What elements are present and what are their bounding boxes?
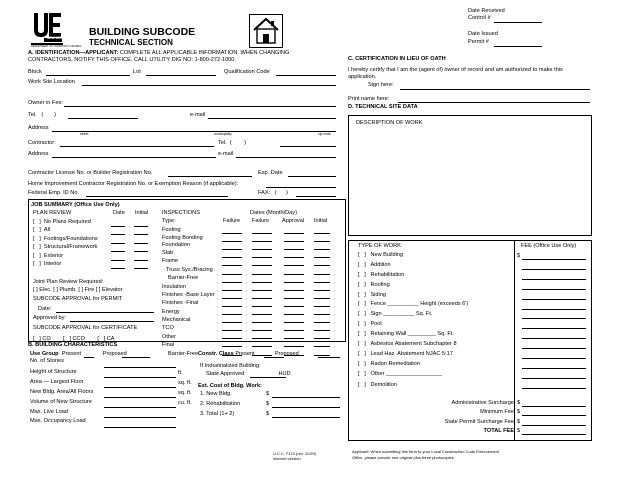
work-type-item[interactable]: [ ] Rehabilitation [358,271,405,278]
blank-line[interactable] [284,241,304,242]
inspection-item: Final [162,342,175,349]
owner-email-label: e-mail [190,112,206,118]
blank-line[interactable] [222,282,242,283]
volume-unit: cu. ft. [178,400,192,406]
est-cost-heading: Est. Cost of Bldg. Work: [198,383,262,389]
blank-line[interactable] [222,233,242,234]
fax-label: FAX: ( ) [258,190,288,196]
federal-id-label: Federal Emp. ID No. [28,190,79,196]
plan-item[interactable]: [ ] All [33,227,51,234]
blank-line[interactable] [284,330,304,331]
form-subtitle: TECHNICAL SECTION [89,38,173,47]
license-input[interactable] [168,170,252,177]
fee-line[interactable] [522,388,586,389]
blank-line[interactable] [252,282,272,283]
blank-line[interactable] [222,257,242,258]
inspection-item: Other [162,333,176,340]
applicant-note-2: Office, please provide one original plus three photocopies. [352,455,455,460]
building-characteristics [30,358,93,428]
contractor-address-label: Address [28,151,49,157]
inspections-type-label: Type: [162,218,176,224]
blank-line[interactable] [284,265,304,266]
fee-line[interactable] [522,269,586,270]
blank-line[interactable] [252,257,272,258]
fax-input[interactable] [296,190,336,197]
blank-line[interactable] [252,290,272,291]
section-b-heading: B. BUILDING CHARACTERISTICS [28,342,118,348]
inspection-item: Finishes -Final [162,300,199,307]
lot-input[interactable] [146,69,216,76]
blank-line[interactable] [314,322,330,323]
inspection-item: Footing Bonding [162,235,203,242]
blank-line[interactable] [314,290,330,291]
est-cost-rows [200,391,240,421]
owner-address-input[interactable] [52,125,336,132]
logo-subtext: DEPARTMENT OF COMMUNITY AFFAIRS [31,44,81,48]
blank-line[interactable] [252,330,272,331]
fee-total-line[interactable] [522,406,586,407]
exp-date-input[interactable] [288,170,336,177]
fee-total-line[interactable] [522,425,586,426]
currency-symbol: $ [266,401,270,407]
block-label: Block [28,69,42,75]
contractor-email-label: e-mail [218,151,234,157]
exp-date-label: Exp. Date [258,170,283,176]
blank-line[interactable] [252,249,272,250]
joint-review-options[interactable]: [ ] Elec. [ ] Plumb. [ ] Fire [ ] Elevator [33,287,123,293]
plan-review-heading: PLAN REVIEW [33,210,72,216]
stories-label: No. of Stories [30,358,64,364]
control-number-label: Control # [468,15,491,21]
inspection-item: Frame [162,258,179,265]
inspection-item: Barrier-Free [168,350,199,357]
type-of-work-heading: TYPE OF WORK: [358,243,403,249]
blank-line[interactable] [111,260,125,261]
cert-options[interactable]: [ ] CO [ ] CCO [ ] CA [33,336,115,342]
blank-line[interactable] [314,306,330,307]
inspection-dates-header: Dates (Month/Day) [250,210,297,216]
blank-line[interactable] [111,234,125,235]
federal-id-input[interactable] [86,190,228,197]
blank-line[interactable] [134,268,148,269]
area-label: Area — Largest Floor [30,378,84,385]
inspection-initial-header: Initial [314,218,328,224]
inspection-item: Insulation [162,283,186,290]
currency-symbol: $ [517,428,521,434]
inspection-failure-header: Failure [223,218,241,224]
blank-line[interactable] [252,338,272,339]
blank-line[interactable] [284,338,304,339]
approved-by-label: Approved by: [33,315,66,321]
certification-text-2: application. [348,73,377,80]
industrialized-label: If Industrialized Building: [200,363,261,369]
blank-line[interactable] [134,260,148,261]
occupancy-label: Max. Occupancy Load [30,418,86,425]
minimum-fee-label: Minimum Fee [480,409,514,415]
blank-line[interactable] [222,265,242,266]
blank-line[interactable] [134,234,148,235]
blank-line[interactable] [252,314,272,315]
blank-line[interactable] [134,251,148,252]
currency-symbol: $ [266,411,270,417]
inspection-item: Barrier-Free [168,275,199,282]
inspection-item: Energy [162,308,180,315]
blank-line[interactable] [314,298,330,299]
fee-total-line[interactable] [522,415,586,416]
blank-line[interactable] [314,241,330,242]
date-issued-label: Date Issued [468,31,498,37]
currency-symbol: $ [517,409,521,415]
work-type-item[interactable]: [ ] Pool [358,321,382,328]
plan-item[interactable]: [ ] Structural/Framework [33,244,98,251]
form-title: BUILDING SUBCODE [89,26,196,38]
sign-here-label: Sign here: [368,82,394,88]
fee-heading: FEE (Office Use Only) [521,243,577,249]
blank-line[interactable] [252,346,272,347]
section-d-heading: D. TECHNICAL SITE DATA [348,104,418,110]
blank-line[interactable] [111,226,125,227]
contractor-address-input[interactable] [52,151,216,158]
plan-item[interactable]: [ ] Interior [33,260,62,267]
work-site-input[interactable] [82,79,336,86]
applicant-note: Applicant: When submitting this form to your Local Construction Code Enforcement [352,449,499,454]
blank-line[interactable] [134,243,148,244]
new-bldg-area-label: New Bldg. Area/All Floors [30,388,94,395]
plan-item[interactable]: [ ] Footings/Foundations [33,235,98,242]
fee-line[interactable] [522,309,586,310]
house-icon [249,14,283,48]
blank-line[interactable] [222,338,242,339]
state-approved-row: State Approved HUD [206,371,291,377]
blank-line[interactable] [284,346,304,347]
home-improvement-label: Home Improvement Contractor Registration No. or Exemption Reason (if applicable): [28,181,239,187]
blank-line[interactable] [111,268,125,269]
fee-line[interactable] [522,338,586,339]
fee-line[interactable] [522,279,586,280]
admin-surcharge-label: Administrative Surcharge [451,400,514,406]
blank-line[interactable] [222,290,242,291]
section-c-heading: C. CERTIFICATION IN LIEU OF OATH [348,56,446,62]
plan-review-items [33,219,98,269]
blank-line[interactable] [284,322,304,323]
fee-line[interactable] [522,378,586,379]
rehab-cost-label: 2. Rehabilitation [200,400,241,407]
contractor-tel-input[interactable] [280,140,336,147]
plan-review-initial-header: Initial [135,210,149,216]
owner-address-label: Address [28,125,49,131]
work-type-item[interactable]: [ ] Retaining Wall _________ Sq. Ft. [358,331,454,338]
date-received-label: Date Received [468,8,505,14]
state-logo [31,10,81,50]
joint-review-label: Joint Plan Review Required: [33,279,104,285]
blank-line[interactable] [314,249,330,250]
blank-line[interactable] [314,233,330,234]
owner-tel-label: Tel. ( ) [28,112,56,118]
approval-permit-label: SUBCODE APPROVAL for PERMIT [33,296,123,302]
blank-line[interactable] [284,298,304,299]
blank-line[interactable] [314,257,330,258]
inspection-items [162,227,215,359]
blank-line[interactable] [314,346,330,347]
new-bldg-unit: sq. ft. [178,390,192,396]
print-name-label: Print name here: [348,96,390,102]
blank-line[interactable] [284,257,304,258]
fee-line[interactable] [522,358,586,359]
blank-line[interactable] [134,226,148,227]
form-number: U.C.C. F110 (rev. 11/09) [273,451,316,456]
work-type-item[interactable]: [ ] Roofing [358,281,390,288]
form-version: Internet version [273,456,301,461]
total-cost-label: 3. Total (1+ 2) [200,410,235,417]
blank-line[interactable] [252,298,272,299]
inspection-approval-header: Approval [282,218,305,224]
work-type-item[interactable]: [ ] Other __________________ [358,370,442,377]
total-fee-label: TOTAL FEE [483,428,514,434]
blank-line[interactable] [314,355,330,356]
blank-line[interactable] [284,233,304,234]
work-type-item[interactable]: [ ] Addition [358,261,391,268]
plan-item[interactable]: [ ] Exterior [33,252,64,259]
owner-email-input[interactable] [208,112,336,119]
blank-line[interactable] [314,274,330,275]
description-of-work-box[interactable] [348,115,592,236]
work-type-item[interactable]: [ ] Siding [358,291,386,298]
signature-input[interactable] [400,83,590,90]
blank-line[interactable] [111,243,125,244]
fee-line[interactable] [522,299,586,300]
blank-line[interactable] [252,233,272,234]
blank-line[interactable] [222,274,242,275]
blank-line[interactable] [252,241,272,242]
blank-line[interactable] [252,306,272,307]
qualification-code-input[interactable] [276,69,336,76]
blank-line[interactable] [252,322,272,323]
height-label: Height of Structure [30,369,77,375]
live-load-label: Max. Live Load [30,408,68,415]
license-label: Contractor License No. or Builder Registration No. [28,170,153,176]
description-of-work-label: DESCRIPTION OF WORK [356,120,423,126]
work-type-item[interactable]: [ ] Demolition [358,381,397,388]
blank-line[interactable] [222,241,242,242]
block-input[interactable] [46,69,130,76]
currency-symbol: $ [517,400,521,406]
zip-caption: zip code [318,132,331,136]
blank-line[interactable] [222,314,242,315]
approval-cert-label: SUBCODE APPROVAL for CERTIFICATE [33,325,138,331]
fee-total-line[interactable] [522,434,586,435]
blank-line[interactable] [314,314,330,315]
inspection-item: Foundation [162,241,190,248]
job-summary-heading: JOB SUMMARY (Office Use Only) [31,202,120,208]
inspection-item: Footing [162,227,181,233]
work-type-item[interactable]: [ ] New Building [358,252,404,258]
qualification-code-label: Qualification Code [224,69,270,75]
plan-item[interactable]: [ ] No Plans Required [33,219,91,225]
work-type-item[interactable]: [ ] Sign __________ Sq. Ft. [358,311,433,318]
blank-line[interactable] [252,274,272,275]
inspection-item: Finishes -Base Layer [162,291,215,298]
blank-line[interactable] [222,346,242,347]
lot-label: Lot [133,69,141,75]
blank-line[interactable] [284,274,304,275]
volume-label: Volume of New Structure [30,398,92,405]
blank-line[interactable] [222,298,242,299]
blank-line[interactable] [252,265,272,266]
blank-line[interactable] [284,306,304,307]
blank-line[interactable] [284,282,304,283]
blank-line[interactable] [222,322,242,323]
blank-line[interactable] [314,330,330,331]
blank-line[interactable] [222,306,242,307]
plan-review-date-header: Date [113,210,125,216]
fee-line[interactable] [522,328,586,329]
section-a-heading: A. IDENTIFICATION—APPLICANT: COMPLETE ALL APPLICABLE INFORMATION. WHEN CHANGING [28,50,290,56]
logo-text: NEW JERSEY [47,36,69,40]
inspection-item: Slab [162,249,174,256]
work-type-item[interactable]: [ ] Fence __________ Height (exceeds 6') [358,301,469,308]
contractor-email-input[interactable] [236,151,336,158]
blank-line[interactable] [222,330,242,331]
inspection-failure-header-2: Failure [252,218,270,224]
currency-symbol: $ [517,419,521,425]
permit-number-label: Permit # [468,39,489,45]
area-unit: sq. ft. [178,380,192,386]
work-type-list [358,252,468,392]
state-surcharge-label: State Permit Surcharge Fee [444,419,514,425]
blank-line[interactable] [284,314,304,315]
currency-symbol: $ [266,391,270,397]
approval-permit-date-label: Date: [38,306,52,312]
inspection-item: Truss Sys./Bracing [166,266,213,273]
currency-symbol: $ [517,253,521,259]
fee-line[interactable] [522,289,586,290]
fee-line[interactable] [522,259,586,260]
constr-class-row: Constr. Class Present Proposed [198,351,299,357]
print-name-input[interactable] [398,96,590,103]
inspection-item: Mechanical [162,317,191,324]
owner-label: Owner in Fee: [28,100,64,106]
use-group-row: Use Group Present Proposed [30,351,127,357]
work-type-item[interactable]: [ ] Asbestos Abatement Subchapter 8 [358,341,457,348]
blank-line[interactable] [284,249,304,250]
inspection-item: TCO [162,325,174,332]
certification-text: I hereby certify that I am the (agent of) owner of record and am authorized to make this [348,67,563,73]
blank-line[interactable] [111,251,125,252]
blank-line[interactable] [222,249,242,250]
contractor-input[interactable] [60,140,214,147]
inspections-heading: INSPECTIONS [162,210,200,216]
height-unit: ft. [178,370,183,376]
fee-line[interactable] [522,368,586,369]
street-caption: street [80,132,89,136]
contractor-tel-label: Tel. ( ) [218,140,246,146]
owner-tel-input[interactable] [68,112,138,119]
work-site-label: Work Site Location [28,79,75,85]
fee-line[interactable] [522,318,586,319]
blank-line[interactable] [284,290,304,291]
blank-line[interactable] [314,282,330,283]
blank-line[interactable] [314,338,330,339]
home-improvement-input[interactable] [266,181,336,188]
blank-line[interactable] [314,265,330,266]
owner-input[interactable] [64,100,336,107]
section-a-instruction: CONTRACTORS, NOTIFY THIS OFFICE. CALL UTILITY DIG NO: 1-800-272-1000. [28,57,236,63]
work-type-item[interactable]: [ ] Radon Remediation [358,360,420,367]
contractor-label: Contractor: [28,140,56,146]
fee-line[interactable] [522,348,586,349]
new-bldg-cost-label: 1. New Bldg. [200,391,232,397]
municipality-caption: municipality [214,132,232,136]
work-type-item[interactable]: [ ] Lead Haz. Abatement NJAC 5:17 [358,350,453,357]
